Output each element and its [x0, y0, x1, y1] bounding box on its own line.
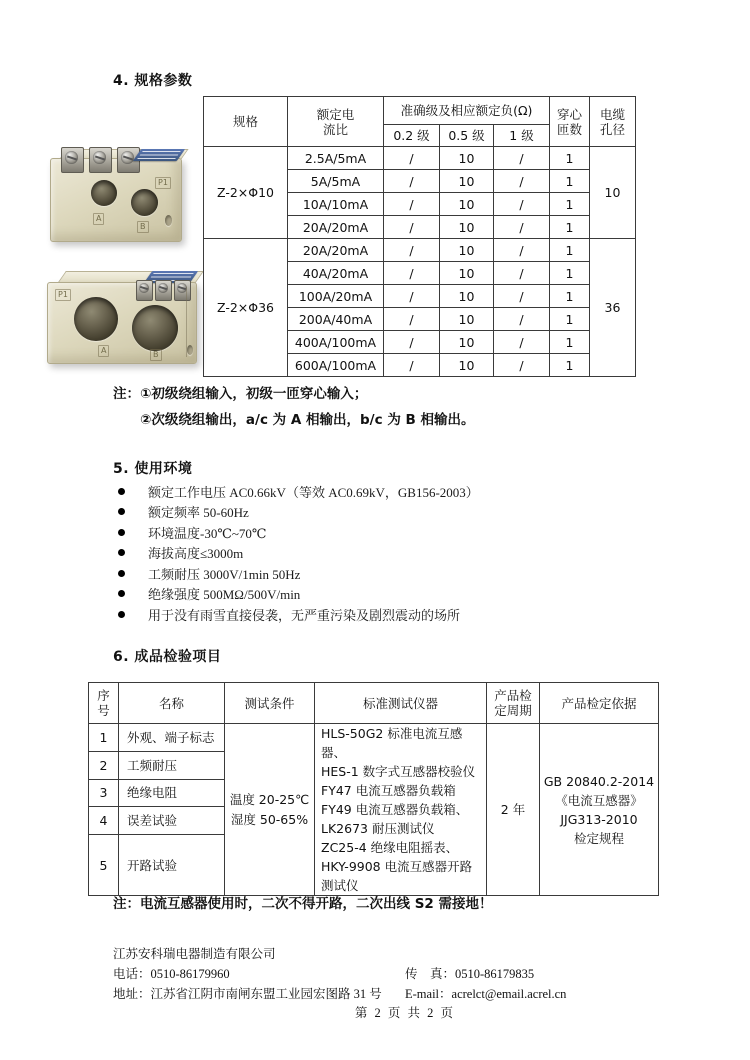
section-4-heading: 4. 规格参数 [113, 73, 193, 89]
ratio-cell: 400A/100mA [288, 331, 384, 354]
class-05-header: 0.5 级 [440, 125, 494, 147]
env-item-text: 环境温度-30℃~70℃ [148, 525, 267, 541]
ratio-cell: 5A/5mA [288, 170, 384, 193]
footer-company: 江苏安科瑞电器制造有限公司 [113, 947, 276, 961]
list-item [118, 604, 479, 625]
note-line-2: ②次级绕组输出，a/c 为 A 相输出，b/c 为 B 相输出。 [140, 412, 475, 428]
spec-cell: Z-2×Φ36 [204, 239, 288, 377]
hole-cell: 36 [590, 239, 636, 377]
bullet-icon [118, 508, 125, 515]
item-name: 工频耐压 [119, 751, 225, 779]
note-line-1: 注：①初级绕组输入，初级一匝穿心输入； [113, 386, 368, 402]
env-item-text: 绝缘强度 500MΩ/500V/min [148, 587, 301, 603]
list-item [118, 543, 479, 564]
spec-table [203, 96, 636, 377]
table-row: 200A/40mA / 10 / 1 [204, 308, 636, 331]
hole-cell: 10 [590, 147, 636, 239]
list-item [118, 522, 479, 543]
mounting-hole [187, 345, 193, 355]
item-name: 绝缘电阻 [119, 779, 225, 807]
bullet-icon [118, 611, 125, 618]
mark-b: B [150, 349, 162, 361]
turns-col-header: 穿心匝数 [550, 97, 590, 147]
table-row: 20A/20mA / 10 / 1 [204, 216, 636, 239]
ratio-col-header: 额定电流比 [288, 97, 384, 147]
instrument-col-header: 标准测试仪器 [315, 683, 487, 724]
item-name: 开路试验 [119, 835, 225, 896]
table-row: 40A/20mA / 10 / 1 [204, 262, 636, 285]
condition-col-header: 测试条件 [225, 683, 315, 724]
product-body [50, 158, 182, 242]
spec-col-header: 规格 [204, 97, 288, 147]
page-number: 第 2 页 共 2 页 [354, 1006, 456, 1020]
cable-hole-left [74, 297, 118, 341]
cycle-col-header: 产品检定周期 [487, 683, 540, 724]
hole-col-header: 电缆孔径 [590, 97, 636, 147]
spec-cell: Z-2×Φ10 [204, 147, 288, 239]
terminal-block [155, 280, 172, 301]
row-number: 1 [89, 724, 119, 752]
no-col-header: 序号 [89, 683, 119, 724]
inspection-note: 注：电流互感器使用时，二次不得开路，二次出线 S2 需接地！ [113, 896, 493, 912]
mark-a: A [93, 213, 104, 225]
section-6-heading: 6. 成品检验项目 [113, 649, 222, 665]
instrument-cell: HLS-50G2 标准电流互感器、 HES-1 数字式互感器校验仪 FY47 电流互感器负载箱 FY49 电流互感器负载箱、 LK2673 耐压测试仪 ZC25-4 绝缘电阻摇表、 HKY-9908 电流互感器开路测试仪 [315, 724, 487, 896]
mark-b: B [137, 221, 149, 233]
env-item-text: 额定工作电压 AC0.66kV（等效 AC0.69kV，GB156-2003） [148, 484, 479, 500]
mark-a: A [98, 345, 109, 357]
ratio-cell: 20A/20mA [288, 239, 384, 262]
table-row: Z-2×Φ36 20A/20mA / 10 / 1 36 [204, 239, 636, 262]
footer-contact-row-1 [113, 964, 673, 984]
table-row: Z-2×Φ10 2.5A/5mA / 10 / 1 10 [204, 147, 636, 170]
bullet-icon [118, 488, 125, 495]
footer-phone: 电话：0510-86179960 [113, 967, 230, 981]
footer-fax: 传 真：0510-86179835 [405, 967, 535, 981]
product-photo-z2-phi36 [47, 266, 202, 370]
cable-hole-left [91, 180, 117, 206]
inspection-table [88, 682, 659, 896]
ratio-cell: 40A/20mA [288, 262, 384, 285]
name-col-header: 名称 [119, 683, 225, 724]
terminal-block [89, 147, 112, 173]
bullet-icon [118, 570, 125, 577]
ratio-cell: 20A/20mA [288, 216, 384, 239]
mounting-hole [165, 215, 172, 226]
basis-col-header: 产品检定依据 [540, 683, 659, 724]
ratio-cell: 100A/20mA [288, 285, 384, 308]
accuracy-col-header: 准确级及相应额定负(Ω) [384, 97, 550, 125]
ratio-cell: 2.5A/5mA [288, 147, 384, 170]
list-item [118, 584, 479, 605]
footer-address: 地址：江苏省江阴市南闸东盟工业园宏图路 31 号 [113, 987, 382, 1001]
row-number: 5 [89, 835, 119, 896]
env-item-text: 工频耐压 3000V/1min 50Hz [148, 566, 301, 582]
product-label-sticker [133, 149, 185, 161]
ratio-cell: 10A/10mA [288, 193, 384, 216]
table-row [89, 724, 659, 752]
section-5-heading: 5. 使用环境 [113, 461, 193, 477]
item-name: 误差试验 [119, 807, 225, 835]
row-number: 2 [89, 751, 119, 779]
ratio-cell: 200A/40mA [288, 308, 384, 331]
bullet-icon [118, 549, 125, 556]
bullet-icon [118, 529, 125, 536]
list-item [118, 563, 479, 584]
table-row: 5A/5mA / 10 / 1 [204, 170, 636, 193]
table-row: 600A/100mA / 10 / 1 [204, 354, 636, 377]
table-row: 100A/20mA / 10 / 1 [204, 285, 636, 308]
ratio-cell: 600A/100mA [288, 354, 384, 377]
cable-hole-right [131, 189, 158, 216]
footer [113, 944, 673, 1004]
terminal-block [174, 280, 191, 301]
env-item-text: 额定频率 50-60Hz [148, 505, 249, 521]
mark-p1: P1 [55, 289, 71, 301]
class-02-header: 0.2 级 [384, 125, 440, 147]
item-name: 外观、端子标志 [119, 724, 225, 752]
table-row: 10A/10mA / 10 / 1 [204, 193, 636, 216]
table-row: 400A/100mA / 10 / 1 [204, 331, 636, 354]
cable-hole-right [132, 305, 178, 351]
product-photo-z2-phi10 [50, 144, 190, 244]
spec-table-notes [113, 381, 475, 433]
environment-list [118, 481, 479, 625]
bullet-icon [118, 590, 125, 597]
footer-contact-row-2 [113, 984, 673, 1004]
list-item [118, 481, 479, 502]
row-number: 4 [89, 807, 119, 835]
row-number: 3 [89, 779, 119, 807]
terminal-block [136, 280, 153, 301]
terminal-block [61, 147, 84, 173]
footer-email: E-mail：acrelct@email.acrel.cn [405, 987, 567, 1001]
product-body [47, 282, 197, 364]
basis-cell: GB 20840.2-2014 《电流互感器》 JJG313-2010 检定规程 [540, 724, 659, 896]
mark-p1: P1 [155, 177, 171, 189]
env-item-text: 用于没有雨雪直接侵袭，无严重污染及剧烈震动的场所 [148, 607, 461, 623]
cycle-cell: 2 年 [487, 724, 540, 896]
list-item [118, 502, 479, 523]
class-1-header: 1 级 [494, 125, 550, 147]
test-condition-cell: 温度 20-25℃ 湿度 50-65% [225, 724, 315, 896]
env-item-text: 海拔高度≤3000m [148, 546, 244, 562]
